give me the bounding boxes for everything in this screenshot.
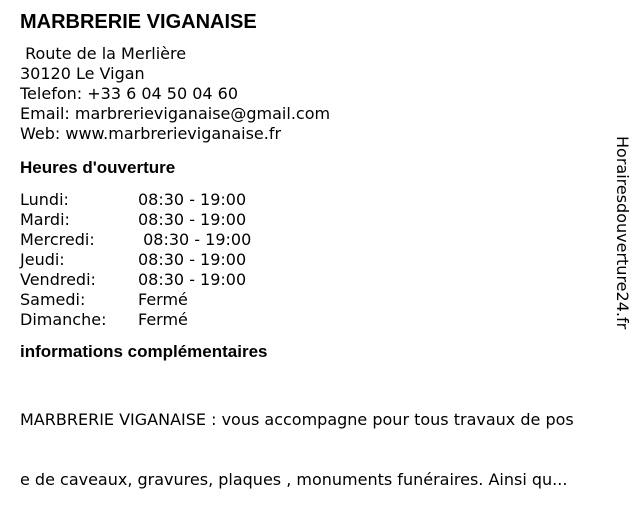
info-line: MARBRERIE VIGANAISE : vous accompagne pour tous travaux de pos — [20, 410, 574, 429]
hours-time: Fermé — [138, 290, 188, 309]
hours-row — [20, 250, 620, 270]
side-brand-text: Horairesdouverture24.fr — [613, 136, 632, 330]
info-description — [20, 370, 620, 530]
hours-row — [20, 290, 620, 310]
hours-time: Fermé — [138, 310, 188, 329]
hours-table — [20, 190, 620, 330]
hours-row — [20, 230, 620, 250]
hours-time: 08:30 - 19:00 — [138, 190, 247, 209]
hours-day: Jeudi: — [20, 250, 65, 269]
hours-row — [20, 310, 620, 330]
email-line[interactable]: Email: marbrerieviganaise@gmail.com — [20, 104, 331, 123]
hours-time: 08:30 - 19:00 — [138, 210, 247, 229]
phone-line[interactable]: Telefon: +33 6 04 50 04 60 — [20, 84, 239, 103]
hours-heading: Heures d'ouverture — [20, 158, 176, 177]
hours-day: Samedi: — [20, 290, 86, 309]
hours-day: Mardi: — [20, 210, 70, 229]
hours-row — [20, 190, 620, 210]
hours-day: Mercredi: — [20, 230, 95, 249]
side-brand-watermark — [612, 136, 632, 346]
hours-row — [20, 210, 620, 230]
hours-day: Lundi: — [20, 190, 69, 209]
website-line[interactable]: Web: www.marbrerieviganaise.fr — [20, 124, 282, 143]
hours-day: Dimanche: — [20, 310, 107, 329]
info-heading: informations complémentaires — [20, 342, 268, 361]
hours-time: 08:30 - 19:00 — [138, 230, 252, 249]
address-street: Route de la Merlière — [20, 44, 187, 63]
hours-time: 08:30 - 19:00 — [138, 270, 247, 289]
hours-time: 08:30 - 19:00 — [138, 250, 247, 269]
info-line: e de caveaux, gravures, plaques , monuments funéraires. Ainsi qu... — [20, 470, 568, 489]
hours-day: Vendredi: — [20, 270, 96, 289]
contact-block — [20, 44, 620, 144]
business-card — [20, 10, 620, 530]
business-name: MARBRERIE VIGANAISE — [20, 11, 257, 33]
address-city: 30120 Le Vigan — [20, 64, 145, 83]
hours-row — [20, 270, 620, 290]
